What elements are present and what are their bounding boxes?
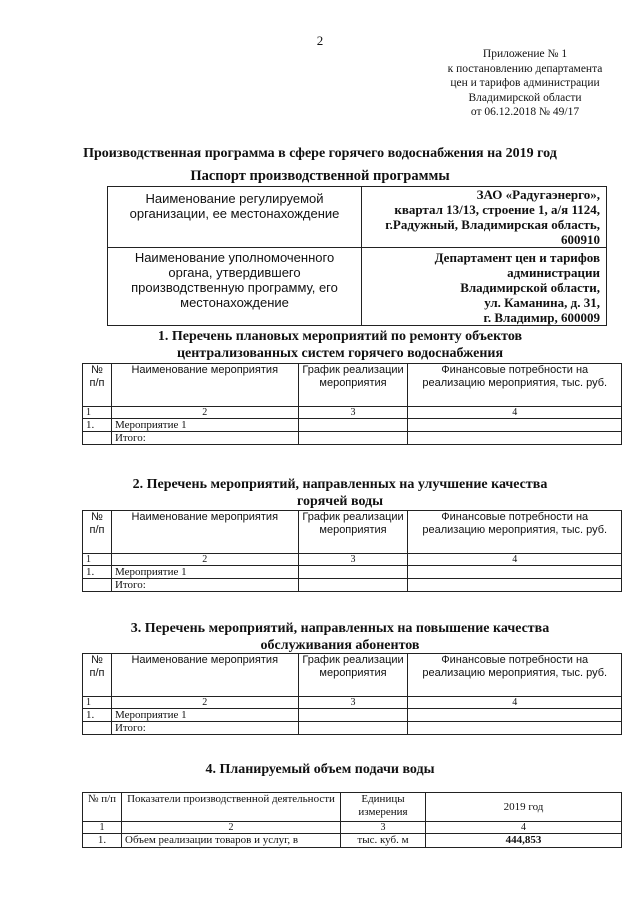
col-number: 3 [298,407,408,419]
header-indicator: Показатели производственной деятельности [122,793,341,822]
appendix-note [420,47,630,120]
table-header-row [83,511,622,554]
passport-table [107,186,607,326]
col-number: 1 [83,407,112,419]
passport-title: Паспорт производственной программы [190,168,450,184]
column-number-row [83,407,622,419]
row-num [83,579,112,592]
header-num: № п/п [83,654,112,697]
row-schedule [298,566,408,579]
passport-label: Наименование регулируемой организации, ее местонахождение [108,187,362,248]
row-finance [408,709,622,722]
table-total-row [83,579,622,592]
value-line: г. Владимир, 600009 [483,310,600,325]
passport-value [362,187,607,248]
volume-table [82,792,622,848]
col-number: 4 [426,822,622,834]
row-value: 444,853 [426,834,622,848]
section-title-line: 2. Перечень мероприятий, направленных на улучшение качества [132,477,548,492]
row-finance [408,432,622,445]
col-number: 2 [111,697,298,709]
header-num: № п/п [83,793,122,822]
col-number: 2 [111,407,298,419]
passport-row-authority [108,248,607,326]
col-number: 1 [83,554,112,566]
col-number: 3 [298,554,408,566]
row-name: Мероприятие 1 [111,709,298,722]
header-finance: Финансовые потребности на реализацию мероприятия, тыс. руб. [408,364,622,407]
header-name: Наименование мероприятия [111,654,298,697]
passport-row-organization [108,187,607,248]
row-unit: тыс. куб. м [341,834,426,848]
appendix-line: к постановлению департамента [447,62,603,75]
row-num: 1. [83,834,122,848]
row-schedule [298,432,408,445]
table-row [83,566,622,579]
header-num: № п/п [83,511,112,554]
row-num: 1. [83,419,112,432]
row-num [83,432,112,445]
row-num: 1. [83,566,112,579]
col-number: 3 [341,822,426,834]
table-row [83,834,622,848]
passport-label: Наименование уполномоченного органа, утвердившего производственную программу, его местонахождение [108,248,362,326]
header-schedule: График реализации мероприятия [298,511,408,554]
appendix-line: цен и тарифов администрации [450,77,600,89]
section-3-table [82,653,622,735]
value-line: Владимирской области, [460,280,600,295]
appendix-line: Владимирской области [468,91,582,104]
column-number-row [83,554,622,566]
table-total-row [83,722,622,735]
section-title-line: 1. Перечень плановых мероприятий по ремонту объектов [157,329,523,344]
row-schedule [298,419,408,432]
header-unit: Единицы измерения [341,793,426,822]
section-4-title: 4. Планируемый объем подачи воды [205,762,435,777]
value-line: квартал 13/13, строение 1, а/я 1124, [394,202,600,217]
passport-value [362,248,607,326]
table-header-row [83,364,622,407]
table-row [83,419,622,432]
section-3-title [70,620,610,654]
row-schedule [298,579,408,592]
row-total-label: Итого: [111,432,298,445]
section-title-line: 3. Перечень мероприятий, направленных на повышение качества [130,621,550,636]
header-schedule: График реализации мероприятия [298,654,408,697]
row-finance [408,419,622,432]
appendix-line: Приложение № 1 [482,48,568,60]
row-finance [408,722,622,735]
header-name: Наименование мероприятия [111,511,298,554]
value-line: ул. Каманина, д. 31, [484,295,600,310]
section-2-table [82,510,622,592]
value-line: Департамент цен и тарифов администрации [434,250,600,280]
col-number: 2 [122,822,341,834]
appendix-date-line: от 06.12.2018 № 49/17 [470,106,580,118]
section-title-line: обслуживания абонентов [260,638,420,653]
header-schedule: График реализации мероприятия [298,364,408,407]
col-number: 1 [83,822,122,834]
row-name: Мероприятие 1 [111,566,298,579]
row-indicator: Объем реализации товаров и услуг, в [122,834,341,848]
row-finance [408,579,622,592]
table-row [83,709,622,722]
col-number: 4 [408,697,622,709]
row-schedule [298,722,408,735]
section-title-line: горячей воды [296,494,384,509]
section-title-line: централизованных систем горячего водоснабжения [176,346,504,361]
section-2-title [70,476,610,510]
row-total-label: Итого: [111,722,298,735]
page-number: 2 [316,33,324,48]
header-finance: Финансовые потребности на реализацию мероприятия, тыс. руб. [408,654,622,697]
header-name: Наименование мероприятия [111,364,298,407]
value-line: г.Радужный, Владимирская область, 600910 [385,217,600,247]
row-finance [408,566,622,579]
section-1-title [70,328,610,362]
program-title: Производственная программа в сфере горячего водоснабжения на 2019 год [83,146,557,161]
column-number-row [83,697,622,709]
header-num: № п/п [83,364,112,407]
col-number: 4 [408,407,622,419]
section-1-table [82,363,622,445]
col-number: 1 [83,697,112,709]
row-num [83,722,112,735]
col-number: 4 [408,554,622,566]
header-finance: Финансовые потребности на реализацию мероприятия, тыс. руб. [408,511,622,554]
table-header-row [83,654,622,697]
column-number-row [83,822,622,834]
col-number: 2 [111,554,298,566]
row-name: Мероприятие 1 [111,419,298,432]
table-total-row [83,432,622,445]
row-num: 1. [83,709,112,722]
row-schedule [298,709,408,722]
value-line: ЗАО «Радугаэнерго», [476,187,600,202]
col-number: 3 [298,697,408,709]
table-header-row [83,793,622,822]
row-total-label: Итого: [111,579,298,592]
header-year: 2019 год [426,793,622,822]
